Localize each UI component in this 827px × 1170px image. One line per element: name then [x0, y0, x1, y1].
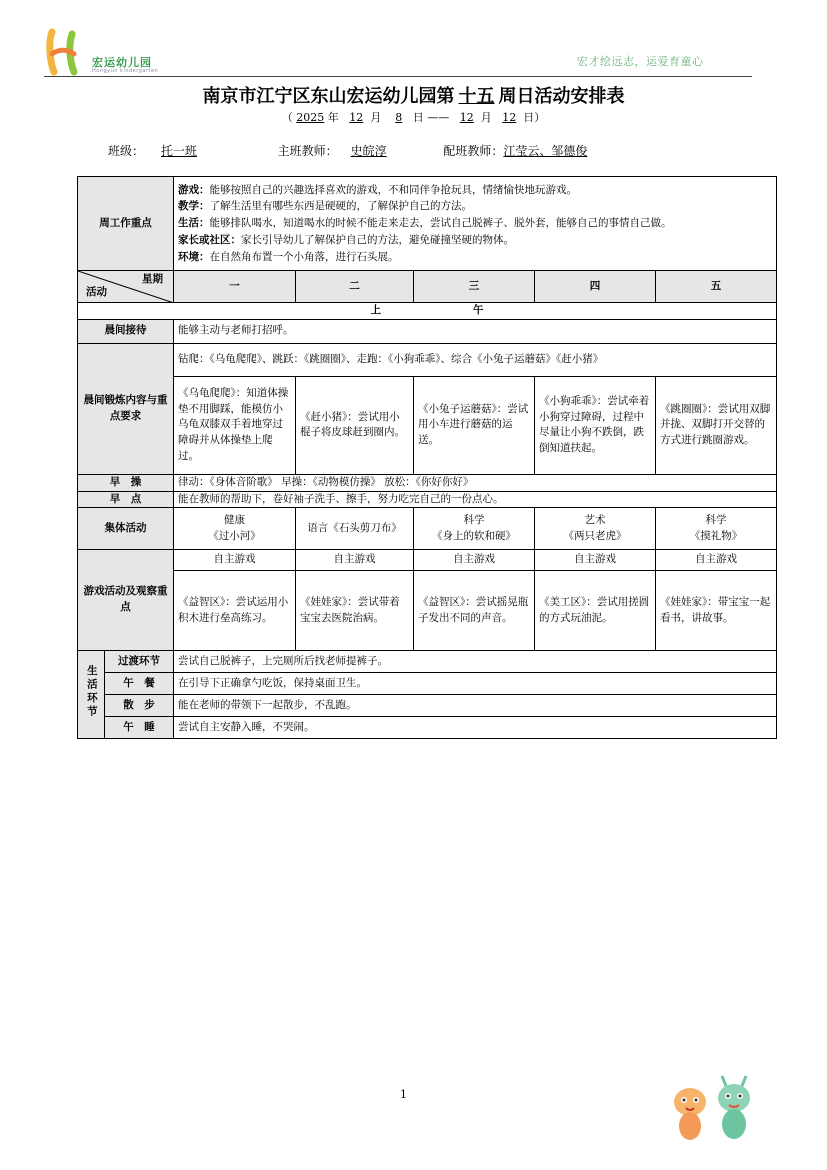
focus-value: 能够按照自己的兴趣选择喜欢的游戏，不和同伴争抢玩具，情绪愉快地玩游戏。 [209, 183, 577, 196]
date-year: 2025 [296, 111, 325, 124]
assist-teacher-value: 江莹云、邹德俊 [503, 144, 588, 158]
play-thu: 《美工区》：尝试用搓圆的方式玩油泥。 [535, 571, 656, 651]
date-close: ） [534, 111, 546, 124]
life-value: 尝试自主安静入睡，不哭闹。 [174, 717, 777, 739]
group-subject: 健康 [224, 514, 245, 526]
morning-row [78, 303, 777, 320]
group-mon [174, 508, 296, 550]
main-teacher-value: 史皖淳 [350, 144, 387, 158]
snack-label: 早 点 [78, 491, 174, 508]
life-label [78, 651, 105, 739]
focus-value: 了解生活里有哪些东西是硬硬的，了解保护自己的方法。 [209, 200, 472, 213]
snack-row [78, 491, 777, 508]
life-value: 在引导下正确拿勺吃饭，保持桌面卫生。 [174, 673, 777, 695]
activity-corner-label: 活动 [86, 286, 107, 299]
focus-row [78, 177, 777, 271]
group-subject: 科学 [705, 514, 727, 526]
group-wed [414, 508, 535, 550]
class-value: 托一班 [161, 144, 198, 158]
life-key: 午 睡 [105, 717, 174, 739]
focus-key: 教学： [178, 200, 210, 213]
date-day-unit-2: 日 [523, 111, 535, 124]
focus-key: 家长或社区： [178, 233, 241, 246]
exercise-summary: 钻爬：《乌龟爬爬》、跳跃：《跳圈圈》、走跑：《小狗乖乖》、综合《小兔子运蘑菇》《赶小猪》 [174, 343, 777, 376]
date-start-month: 12 [349, 111, 364, 124]
group-subject: 艺术 [584, 514, 606, 526]
date-end-day: 12 [502, 111, 517, 124]
group-subject: 语言《石头剪刀布》 [307, 521, 402, 534]
group-tue [296, 508, 414, 550]
exercise-thu: 《小狗乖乖》：尝试牵着小狗穿过障碍，过程中尽量让小狗不跌倒，跌倒知道扶起。 [535, 376, 656, 474]
group-title: 《摸礼物》 [689, 529, 743, 542]
play-head-thu: 自主游戏 [535, 550, 656, 571]
exercise-mon: 《乌龟爬爬》：知道体操垫不用脚踩，能模仿小乌龟双膝双手着地穿过障碍并从体操垫上爬过。 [174, 376, 296, 474]
life-value: 尝试自己脱裤子，上完厕所后找老师提裤子。 [174, 651, 777, 673]
life-key: 散 步 [105, 695, 174, 717]
group-title: 《过小河》 [208, 529, 261, 542]
play-days-row [78, 571, 777, 651]
reception-text: 能够主动与老师打招呼。 [174, 319, 777, 343]
weekday-fri: 五 [656, 271, 777, 303]
life-key: 午 餐 [105, 673, 174, 695]
focus-item [178, 249, 772, 266]
morning-header [78, 303, 777, 320]
date-year-unit: 年 [327, 111, 339, 124]
weekday-wed: 三 [414, 271, 535, 303]
life-row [78, 695, 777, 717]
play-head-wed: 自主游戏 [414, 550, 535, 571]
date-range [0, 109, 827, 125]
weekday-corner-label: 星期 [142, 273, 163, 285]
play-head-fri: 自主游戏 [656, 550, 777, 571]
weekday-mon: 一 [174, 271, 296, 303]
group-title: 《两只老虎》 [563, 529, 627, 542]
exercise-wed: 《小兔子运蘑菇》：尝试用小车进行蘑菇的运送。 [414, 376, 535, 474]
drill-label: 早 操 [78, 474, 174, 491]
slogan: 宏才绘远志，运爱育童心 [577, 55, 704, 68]
focus-item [178, 182, 772, 199]
life-row [78, 717, 777, 739]
play-tue: 《娃娃家》：尝试带着宝宝去医院治病。 [296, 571, 414, 651]
life-row [78, 651, 777, 673]
drill-text: 律动：《身体音阶歌》 早操：《动物模仿操》 放松：《你好你好》 [174, 474, 777, 491]
group-title: 《身上的软和硬》 [432, 529, 516, 542]
weekday-activity-corner [78, 271, 174, 303]
group-label: 集体活动 [78, 508, 174, 550]
title-suffix: 周日活动安排表 [498, 86, 625, 107]
life-value: 能在老师的带领下一起散步，不乱跑。 [174, 695, 777, 717]
logo-h-icon [46, 28, 90, 76]
mascot-icon [666, 1074, 762, 1146]
focus-key: 生活： [178, 217, 210, 230]
assist-teacher-label: 配班教师： [443, 144, 504, 158]
focus-item [178, 198, 772, 215]
reception-row [78, 319, 777, 343]
reception-label: 晨间接待 [78, 319, 174, 343]
logo-name: 宏运幼儿园 [92, 56, 152, 69]
play-mon: 《益智区》：尝试运用小积木进行垒高练习。 [174, 571, 296, 651]
date-month-unit-2: 月 [480, 111, 492, 124]
title-week: 十五 [458, 86, 495, 107]
focus-value: 在自然角布置一个小角落，进行石头展。 [209, 250, 399, 263]
focus-key: 游戏： [178, 183, 210, 196]
logo-subtitle: Hongyun kindergarten [92, 68, 159, 74]
weekday-header-row [78, 271, 777, 303]
focus-value: 家长引导幼儿了解保护自己的方法，避免碰撞坚硬的物体。 [241, 233, 514, 246]
main-teacher-label: 主班教师： [277, 144, 338, 158]
focus-content [174, 177, 777, 271]
play-wed: 《益智区》：尝试摇晃瓶子发出不同的声音。 [414, 571, 535, 651]
group-subject: 科学 [463, 514, 485, 526]
focus-item [178, 232, 772, 249]
class-label: 班级： [108, 144, 145, 158]
schedule-table [77, 176, 777, 739]
play-label: 游戏活动及观察重点 [78, 550, 174, 651]
exercise-days-row [78, 376, 777, 474]
exercise-fri: 《跳圈圈》：尝试用双脚并拢、双脚打开交替的方式进行跳圈游戏。 [656, 376, 777, 474]
focus-label: 周工作重点 [78, 177, 174, 271]
life-label-text: 生活环节 [85, 664, 98, 719]
focus-key: 环境： [178, 250, 210, 263]
group-row [78, 508, 777, 550]
date-month-unit: 月 [370, 111, 382, 124]
play-fri: 《娃娃家》：带宝宝一起看书，讲故事。 [656, 571, 777, 651]
group-fri [656, 508, 777, 550]
date-open: （ [281, 111, 293, 124]
date-end-month: 12 [459, 111, 474, 124]
date-day-unit: 日 [412, 111, 424, 124]
morning-b: 午 [473, 304, 484, 316]
focus-item [178, 215, 772, 232]
page-number: 1 [400, 1088, 407, 1101]
kindergarten-logo [46, 28, 176, 76]
exercise-label: 晨间锻炼内容与重点要求 [78, 343, 174, 474]
exercise-tue: 《赶小猪》：尝试用小棍子将皮球赶到圈内。 [296, 376, 414, 474]
group-thu [535, 508, 656, 550]
exercise-summary-row [78, 343, 777, 376]
page-title [0, 82, 827, 108]
drill-row [78, 474, 777, 491]
weekday-tue: 二 [296, 271, 414, 303]
snack-text: 能在教师的帮助下，卷好袖子洗手、擦手，努力吃完自己的一份点心。 [174, 491, 777, 508]
date-start-day: 8 [395, 111, 403, 124]
play-head-mon: 自主游戏 [174, 550, 296, 571]
header-divider [44, 76, 752, 77]
date-dash: —— [427, 111, 450, 124]
staff-line [108, 142, 708, 159]
weekday-thu: 四 [535, 271, 656, 303]
play-head-row [78, 550, 777, 571]
life-key: 过渡环节 [105, 651, 174, 673]
focus-value: 能够排队喝水，知道喝水的时候不能走来走去，尝试自己脱裤子、脱外套，能够自己的事情自己做。 [209, 217, 672, 230]
life-row [78, 673, 777, 695]
play-head-tue: 自主游戏 [296, 550, 414, 571]
morning-a: 上 [370, 304, 381, 316]
title-prefix: 南京市江宁区东山宏运幼儿园第 [202, 86, 455, 107]
